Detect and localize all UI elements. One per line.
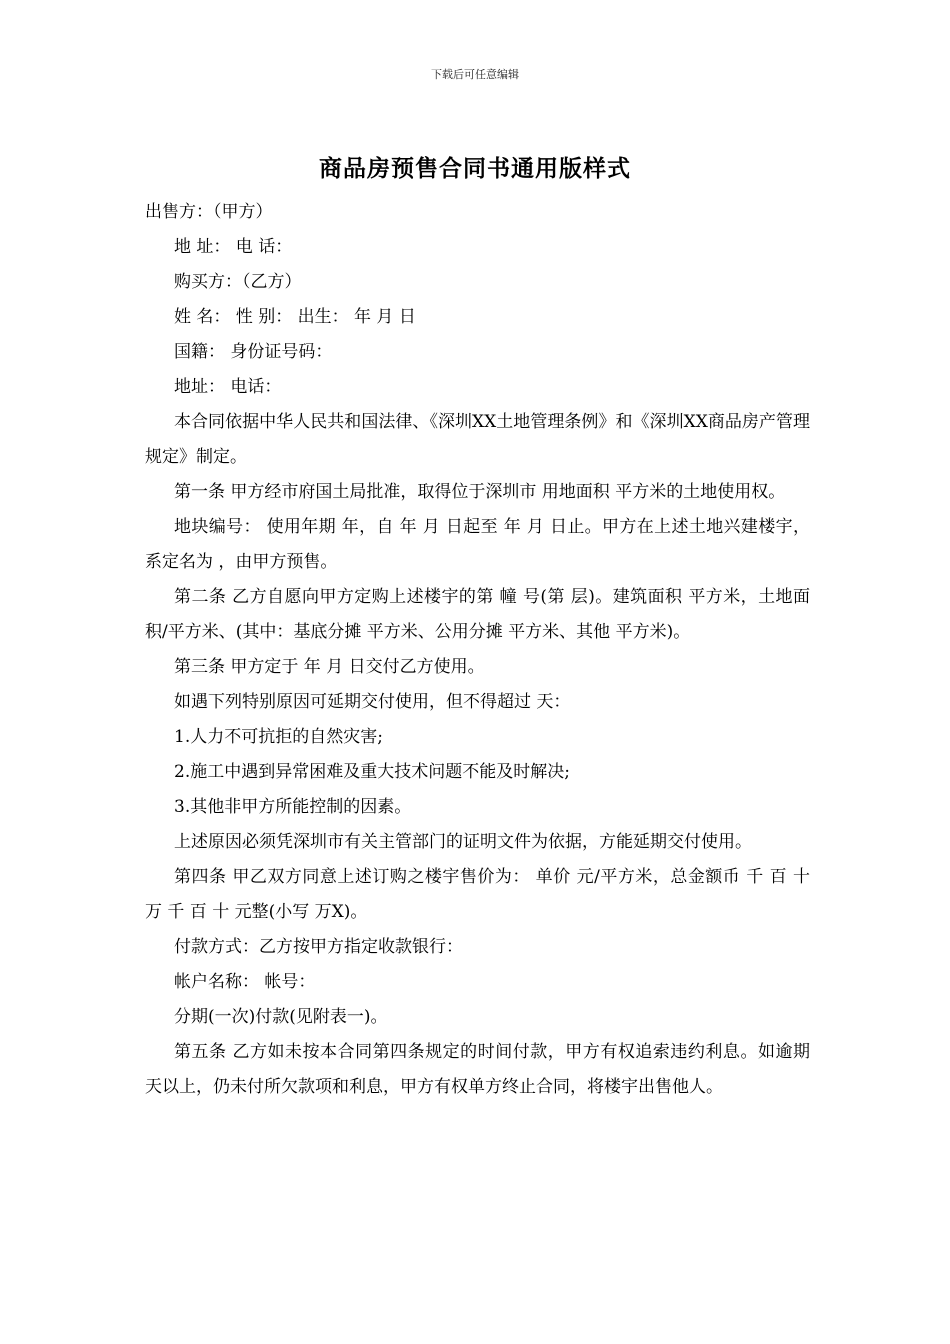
paragraph-article-3: 第三条 甲方定于 年 月 日交付乙方使用。 bbox=[174, 657, 485, 677]
paragraph-buyer-name: 姓 名： 性 别： 出生： 年 月 日 bbox=[174, 307, 416, 327]
list-item-2: 2.施工中遇到异常困难及重大技术问题不能及时解决; bbox=[174, 762, 570, 782]
paragraph-legal-basis: 本合同依据中华人民共和国法律、《深圳XX土地管理条例》和《深圳XX商品房产管理规定》制定。 bbox=[145, 412, 810, 467]
paragraph-installment: 分期(一次)付款(见附表一)。 bbox=[174, 1007, 388, 1027]
document-title: 商品房预售合同书通用版样式 bbox=[319, 155, 631, 182]
paragraph-seller-address: 地 址： 电 话： bbox=[174, 237, 293, 257]
page-header: 下载后可任意编辑 bbox=[431, 68, 519, 81]
paragraph-delay-conditions: 如遇下列特别原因可延期交付使用，但不得超过 天： bbox=[174, 692, 571, 712]
paragraph-article-1: 第一条 甲方经市府国土局批准，取得位于深圳市 用地面积 平方米的土地使用权。 bbox=[174, 482, 786, 502]
paragraph-land-parcel: 地块编号： 使用年期 年，自 年 月 日起至 年 月 日止。甲方在上述土地兴建楼宇，系定名为 ，由甲方预售。 bbox=[145, 517, 810, 572]
list-item-3: 3.其他非甲方所能控制的因素。 bbox=[174, 797, 412, 817]
paragraph-buyer-address: 地址： 电话： bbox=[174, 377, 282, 397]
paragraph-delay-proof: 上述原因必须凭深圳市有关主管部门的证明文件为依据，方能延期交付使用。 bbox=[174, 832, 752, 852]
paragraph-seller: 出售方：（甲方） bbox=[145, 202, 273, 222]
paragraph-article-4: 第四条 甲乙双方同意上述订购之楼宇售价为： 单价 元/平方米，总金额币 千 百 十 万 千 百 十 元整(小写 万X)。 bbox=[145, 867, 810, 922]
document-body bbox=[145, 195, 810, 1105]
paragraph-article-5: 第五条 乙方如未按本合同第四条规定的时间付款，甲方有权追索违约利息。如逾期 天以上，仍未付所欠款项和利息，甲方有权单方终止合同，将楼宇出售他人。 bbox=[145, 1042, 810, 1097]
paragraph-buyer-nationality: 国籍： 身份证号码： bbox=[174, 342, 333, 362]
paragraph-payment-method: 付款方式：乙方按甲方指定收款银行： bbox=[174, 937, 463, 957]
paragraph-buyer: 购买方：（乙方） bbox=[174, 272, 302, 292]
paragraph-article-2: 第二条 乙方自愿向甲方定购上述楼宇的第 幢 号(第 层)。建筑面积 平方米，土地面积/平方米、(其中：基底分摊 平方米、公用分摊 平方米、其他 平方米)。 bbox=[145, 587, 810, 642]
list-item-1: 1.人力不可抗拒的自然灾害; bbox=[174, 727, 383, 747]
paragraph-account: 帐户名称： 帐号： bbox=[174, 972, 316, 992]
